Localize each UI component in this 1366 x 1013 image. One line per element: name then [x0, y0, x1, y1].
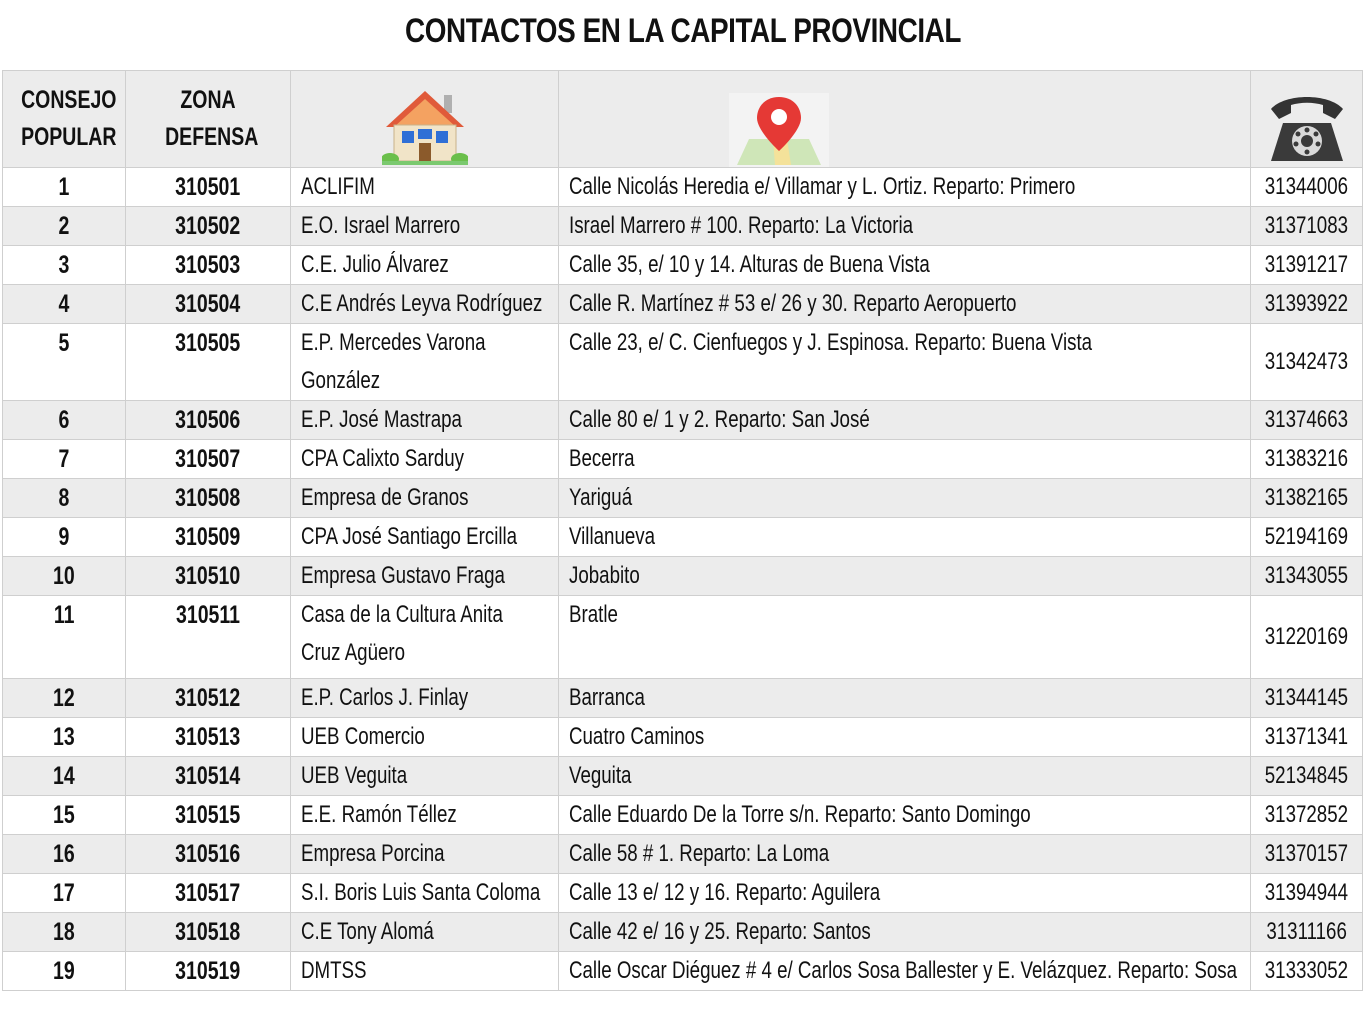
institution-name-text: Empresa Porcina [301, 840, 445, 867]
institution-name [291, 679, 559, 718]
telephone-icon [1251, 89, 1362, 167]
map-pin-icon [559, 93, 1250, 167]
phone-number-text: 31391217 [1264, 251, 1349, 278]
zone-defense-code-text: 310516 [175, 840, 241, 868]
row-number [3, 718, 126, 757]
institution-name [291, 168, 559, 207]
phone-number[interactable] [1251, 796, 1363, 835]
institution-name [291, 479, 559, 518]
phone-number-text: 31394944 [1264, 879, 1349, 906]
institution-name-text: C.E Andrés Leyva Rodríguez [301, 290, 543, 317]
address [559, 207, 1251, 246]
phone-number-text: 31383216 [1264, 445, 1349, 472]
zone-defense-code [126, 557, 291, 596]
institution-name-text: CPA José Santiago Ercilla [301, 523, 518, 550]
row-number [3, 796, 126, 835]
phone-number[interactable] [1251, 401, 1363, 440]
institution-name [291, 913, 559, 952]
row-number-text: 8 [58, 484, 70, 512]
institution-name-text: UEB Comercio [301, 723, 425, 750]
institution-name-text: Casa de la Cultura Anita Cruz Agüero [301, 601, 503, 666]
table-row [3, 952, 1363, 991]
address-text: Calle 42 e/ 16 y 25. Reparto: Santos [569, 918, 871, 945]
phone-number-text: 31371341 [1264, 723, 1349, 750]
phone-number-text: 31343055 [1264, 562, 1349, 589]
address [559, 246, 1251, 285]
address-text: Calle Eduardo De la Torre s/n. Reparto: Santo Domingo [569, 801, 1031, 828]
page-title: CONTACTOS EN LA CAPITAL PROVINCIAL [404, 12, 962, 50]
address [559, 557, 1251, 596]
institution-name-text: CPA Calixto Sarduy [301, 445, 465, 472]
address [559, 596, 1251, 679]
address-text: Calle 13 e/ 12 y 16. Reparto: Aguilera [569, 879, 881, 906]
phone-number[interactable] [1251, 518, 1363, 557]
address-text: Jobabito [569, 562, 640, 589]
phone-number[interactable] [1251, 557, 1363, 596]
phone-number-text: 31311166 [1266, 918, 1347, 945]
zone-defense-code [126, 207, 291, 246]
row-number-text: 5 [58, 329, 70, 357]
address [559, 757, 1251, 796]
zone-defense-code [126, 718, 291, 757]
address [559, 440, 1251, 479]
institution-name [291, 718, 559, 757]
phone-number[interactable] [1251, 757, 1363, 796]
institution-name-text: DMTSS [301, 957, 367, 984]
zone-defense-code-text: 310511 [175, 601, 240, 629]
address-text: Calle 23, e/ C. Cienfuegos y J. Espinosa. Reparto: Buena Vista [569, 329, 1093, 356]
institution-name [291, 874, 559, 913]
phone-number-text: 31220169 [1264, 623, 1349, 650]
row-number-text: 4 [58, 290, 70, 318]
row-number [3, 835, 126, 874]
institution-name-text: C.E Tony Alomá [301, 918, 434, 945]
row-number [3, 874, 126, 913]
zone-defense-code-text: 310510 [175, 562, 241, 590]
zone-defense-code-text: 310515 [175, 801, 241, 829]
table-row [3, 796, 1363, 835]
row-number-text: 13 [53, 723, 75, 751]
address-text: Becerra [569, 445, 635, 472]
zone-defense-code-text: 310513 [175, 723, 241, 751]
address-text: Calle Oscar Diéguez # 4 e/ Carlos Sosa Ballester y E. Velázquez. Reparto: Sosa [569, 957, 1238, 984]
zone-defense-code-text: 310518 [175, 918, 241, 946]
table-row [3, 401, 1363, 440]
zone-defense-code-text: 310517 [175, 879, 241, 907]
table-row [3, 285, 1363, 324]
institution-name-text: E.P. Carlos J. Finlay [301, 684, 469, 711]
zone-defense-code-text: 310506 [175, 406, 241, 434]
row-number-text: 7 [58, 445, 70, 473]
zone-defense-code [126, 913, 291, 952]
row-number [3, 440, 126, 479]
header-zona-defensa: ZONA DEFENSA [126, 71, 291, 168]
table-row [3, 835, 1363, 874]
house-icon [291, 87, 558, 167]
row-number [3, 401, 126, 440]
phone-number-text: 31342473 [1264, 348, 1349, 375]
row-number-text: 18 [53, 918, 75, 946]
address-text: Calle 35, e/ 10 y 14. Alturas de Buena Vista [569, 251, 930, 278]
address-text: Yariguá [569, 484, 633, 511]
row-number [3, 679, 126, 718]
row-number [3, 324, 126, 401]
address [559, 796, 1251, 835]
address [559, 718, 1251, 757]
zone-defense-code [126, 324, 291, 401]
header-phone-column [1251, 71, 1363, 168]
row-number-text: 2 [58, 212, 70, 240]
zone-defense-code [126, 285, 291, 324]
table-row [3, 913, 1363, 952]
zone-defense-code-text: 310519 [175, 957, 241, 985]
row-number [3, 285, 126, 324]
institution-name-text: C.E. Julio Álvarez [301, 251, 449, 278]
zone-defense-code [126, 596, 291, 679]
institution-name [291, 796, 559, 835]
phone-number[interactable] [1251, 168, 1363, 207]
row-number-text: 15 [53, 801, 75, 829]
phone-number-text: 31382165 [1264, 484, 1349, 511]
address [559, 874, 1251, 913]
table-row [3, 679, 1363, 718]
address-text: Bratle [569, 601, 618, 628]
row-number [3, 207, 126, 246]
table-row [3, 518, 1363, 557]
row-number-text: 14 [53, 762, 75, 790]
row-number [3, 168, 126, 207]
phone-number[interactable] [1251, 679, 1363, 718]
institution-name-text: E.E. Ramón Téllez [301, 801, 457, 828]
address-text: Calle 80 e/ 1 y 2. Reparto: San José [569, 406, 870, 433]
table-row [3, 718, 1363, 757]
table-row [3, 207, 1363, 246]
institution-name [291, 401, 559, 440]
zone-defense-code-text: 310508 [175, 484, 241, 512]
header-name-column [291, 71, 559, 168]
address [559, 401, 1251, 440]
phone-number-text: 31333052 [1264, 957, 1349, 984]
zone-defense-code [126, 874, 291, 913]
institution-name [291, 557, 559, 596]
institution-name [291, 596, 559, 679]
phone-number[interactable] [1251, 324, 1363, 401]
header-address-column [559, 71, 1251, 168]
institution-name [291, 952, 559, 991]
institution-name-text: UEB Veguita [301, 762, 408, 789]
address-text: Calle R. Martínez # 53 e/ 26 y 30. Reparto Aeropuerto [569, 290, 1017, 317]
phone-number[interactable] [1251, 207, 1363, 246]
table-row [3, 874, 1363, 913]
zone-defense-code [126, 168, 291, 207]
institution-name [291, 246, 559, 285]
zone-defense-code-text: 310504 [175, 290, 241, 318]
zone-defense-code [126, 518, 291, 557]
row-number [3, 757, 126, 796]
row-number-text: 3 [58, 251, 70, 279]
zone-defense-code [126, 796, 291, 835]
phone-number-text: 31370157 [1264, 840, 1349, 867]
zone-defense-code [126, 757, 291, 796]
table-row [3, 557, 1363, 596]
institution-name-text: E.O. Israel Marrero [301, 212, 461, 239]
institution-name-text: E.P. José Mastrapa [301, 406, 462, 433]
phone-number-text: 52194169 [1264, 523, 1349, 550]
address [559, 518, 1251, 557]
institution-name [291, 518, 559, 557]
row-number [3, 246, 126, 285]
zone-defense-code-text: 310503 [175, 251, 241, 279]
row-number-text: 12 [53, 684, 75, 712]
table-row [3, 168, 1363, 207]
phone-number-text: 31344006 [1264, 173, 1349, 200]
zone-defense-code-text: 310501 [175, 173, 241, 201]
row-number-text: 11 [53, 601, 75, 629]
row-number [3, 952, 126, 991]
table-row [3, 757, 1363, 796]
address [559, 324, 1251, 401]
phone-number-text: 52134845 [1264, 762, 1349, 789]
row-number-text: 1 [58, 173, 70, 201]
row-number-text: 19 [53, 957, 75, 985]
address [559, 479, 1251, 518]
address [559, 913, 1251, 952]
zone-defense-code-text: 310512 [175, 684, 241, 712]
institution-name [291, 835, 559, 874]
row-number [3, 557, 126, 596]
zone-defense-code [126, 479, 291, 518]
zone-defense-code-text: 310514 [175, 762, 241, 790]
phone-number[interactable] [1251, 913, 1363, 952]
row-number [3, 913, 126, 952]
row-number-text: 6 [58, 406, 70, 434]
zone-defense-code [126, 401, 291, 440]
institution-name [291, 285, 559, 324]
row-number-text: 10 [53, 562, 75, 590]
phone-number[interactable] [1251, 835, 1363, 874]
phone-number[interactable] [1251, 440, 1363, 479]
table-row [3, 246, 1363, 285]
institution-name-text: E.P. Mercedes Varona González [301, 329, 486, 394]
address-text: Calle 58 # 1. Reparto: La Loma [569, 840, 830, 867]
address-text: Villanueva [569, 523, 656, 550]
phone-number[interactable] [1251, 285, 1363, 324]
institution-name-text: S.I. Boris Luis Santa Coloma [301, 879, 541, 906]
phone-number-text: 31372852 [1264, 801, 1349, 828]
phone-number[interactable] [1251, 718, 1363, 757]
zone-defense-code [126, 440, 291, 479]
address [559, 952, 1251, 991]
zone-defense-code-text: 310509 [175, 523, 241, 551]
contacts-table [2, 70, 1363, 991]
address [559, 168, 1251, 207]
address-text: Israel Marrero # 100. Reparto: La Victoria [569, 212, 914, 239]
phone-number-text: 31344145 [1264, 684, 1349, 711]
phone-number[interactable] [1251, 952, 1363, 991]
phone-number-text: 31374663 [1264, 406, 1349, 433]
zone-defense-code-text: 310507 [175, 445, 241, 473]
row-number-text: 9 [58, 523, 70, 551]
table-row [3, 324, 1363, 401]
institution-name-text: Empresa Gustavo Fraga [301, 562, 505, 589]
address-text: Calle Nicolás Heredia e/ Villamar y L. Ortiz. Reparto: Primero [569, 173, 1076, 200]
address [559, 679, 1251, 718]
row-number [3, 596, 126, 679]
zone-defense-code [126, 952, 291, 991]
phone-number[interactable] [1251, 596, 1363, 679]
phone-number[interactable] [1251, 246, 1363, 285]
zone-defense-code [126, 835, 291, 874]
institution-name-text: Empresa de Granos [301, 484, 469, 511]
address-text: Barranca [569, 684, 645, 711]
table-row [3, 596, 1363, 679]
row-number-text: 17 [53, 879, 75, 907]
phone-number[interactable] [1251, 874, 1363, 913]
row-number [3, 479, 126, 518]
institution-name [291, 207, 559, 246]
institution-name [291, 324, 559, 401]
institution-name [291, 440, 559, 479]
zone-defense-code-text: 310502 [175, 212, 241, 240]
address [559, 835, 1251, 874]
address [559, 285, 1251, 324]
row-number-text: 16 [53, 840, 75, 868]
institution-name [291, 757, 559, 796]
zone-defense-code-text: 310505 [175, 329, 241, 357]
zone-defense-code [126, 679, 291, 718]
table-header-row [3, 71, 1363, 168]
table-row [3, 479, 1363, 518]
phone-number[interactable] [1251, 479, 1363, 518]
table-row [3, 440, 1363, 479]
header-consejo-popular: CONSEJO POPULAR [3, 71, 126, 168]
institution-name-text: ACLIFIM [301, 173, 375, 200]
row-number [3, 518, 126, 557]
address-text: Veguita [569, 762, 632, 789]
phone-number-text: 31393922 [1264, 290, 1349, 317]
address-text: Cuatro Caminos [569, 723, 705, 750]
phone-number-text: 31371083 [1264, 212, 1349, 239]
table-body [3, 168, 1363, 991]
zone-defense-code [126, 246, 291, 285]
